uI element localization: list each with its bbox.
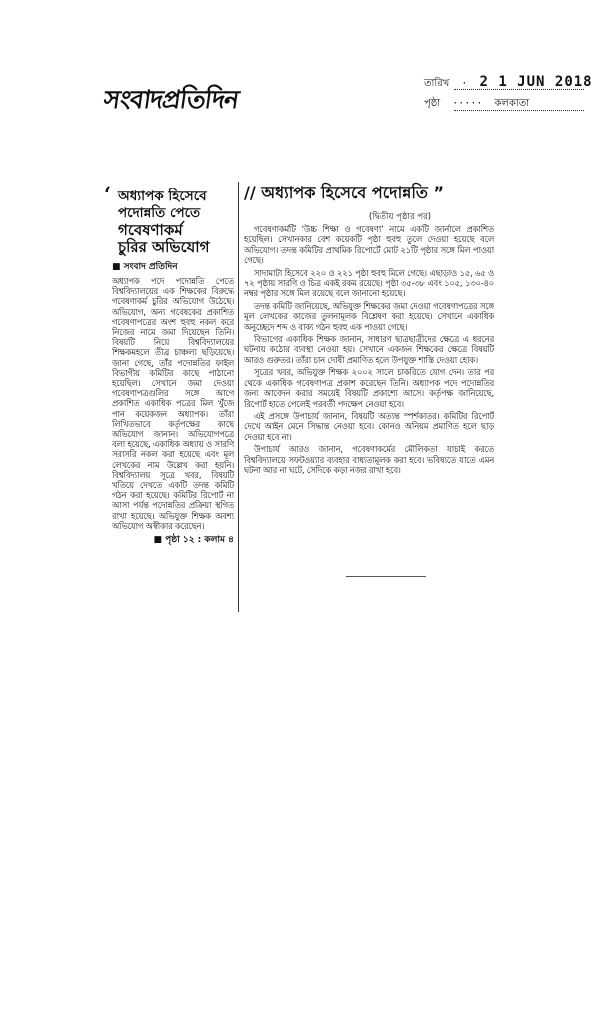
paragraph: বিভাগের একাধিক শিক্ষক জানান, সাধারণ ছাত্রছাত্রীদের ক্ষেত্রে এ ধরনের ঘটনায় কঠোর ব্যবস্থা নেওয়া হয়। সেখানে একজন শিক্ষকের ক্ষেত্রে বিষয়টি আরও গুরুতর। তাঁরা চান দোষী প্রমাণিত হলে উপযুক্ত শাস্তি দেওয়া হোক। <box>244 334 494 365</box>
stamp-page-row: পৃষ্ঠা ····· কলকাতা <box>424 98 530 109</box>
right-headline-text: অধ্যাপক হিসেবে পদোন্নতি <box>261 183 428 202</box>
article-end-rule <box>346 576 426 577</box>
paragraph: এই প্রসঙ্গে উপাচার্য জানান, বিষয়টি অত্যন্ত স্পর্শকাতর। কমিটির রিপোর্ট দেখে আইন মেনে সিদ্ধান্ত নেওয়া হবে। কোনও অনিয়ম প্রমাণিত হলে ছাড় দেওয়া হবে না। <box>244 410 494 442</box>
left-article-body: অধ্যাপক পদে পদোন্নতি পেতে বিশ্ববিদ্যালয়ের এক শিক্ষকের বিরুদ্ধে গবেষণাকর্ম চুরির অভিযোগ উঠেছে। অভিযোগ, অন্য গবেষকের প্রকাশিত গবেষণাপত্রের অংশ হুবহু নকল করে নিজের নামে জমা দিয়েছেন তিনি। বিষয়টি নিয়ে বিশ্ববিদ্যালয়ের শিক্ষকমহলে তীব্র চাঞ্চল্য ছড়িয়েছে। জানা গেছে, তাঁর পদোন্নতির ফাইল বিভাগীয় কমিটির কাছে পাঠানো হয়েছিল। সেখানে জমা দেওয়া গবেষণাপত্রগুলির সঙ্গে আগে প্রকাশিত একাধিক পত্রের মিল খুঁজে পান কয়েকজন অধ্যাপক। তাঁরা লিখিতভাবে কর্তৃপক্ষের কাছে অভিযোগ জানান। অভিযোগপত্রে বলা হয়েছে, একাধিক অধ্যায় ও সারণি সরাসরি নকল করা হয়েছে এবং মূল লেখকের নাম উল্লেখ করা হয়নি। বিশ্ববিদ্যালয় সূত্রে খবর, বিষয়টি খতিয়ে দেখতে একটি তদন্ত কমিটি গঠন করা হয়েছে। কমিটির রিপোর্ট না আসা পর্যন্ত পদোন্নতির প্রক্রিয়া স্থগিত রাখা হয়েছে। অভিযুক্ত শিক্ষক অবশ্য অভিযোগ অস্বীকার করেছেন। <box>112 276 234 531</box>
stamp-date-label: তারিখ <box>424 78 450 89</box>
newspaper-masthead: সংবাদপ্রতিদিন <box>101 85 241 114</box>
left-quote-mark: ‘ <box>104 182 111 206</box>
right-headline <box>244 180 490 208</box>
clipping-date-stamp <box>420 72 593 116</box>
continued-reference: ■ পৃষ্ঠা ১২ : কলাম ৪ <box>153 535 234 546</box>
paragraph: গবেষণাকর্মটি ‘উচ্চ শিক্ষা ও গবেষণা’ নামে একটি জার্নালে প্রকাশিত হয়েছিল। সেখানকার বেশ কয়েকটি পৃষ্ঠা হুবহু তুলে দেওয়া হয়েছে বলে অভিযোগ। তদন্ত কমিটির প্রাথমিক রিপোর্টে মোট ২১টি পৃষ্ঠার সঙ্গে মিল পাওয়া গেছে। <box>244 224 494 266</box>
stamp-page-underline <box>454 110 584 112</box>
stamp-page-place: কলকাতা <box>494 98 530 109</box>
right-quote-close: ” <box>427 183 445 202</box>
right-quote-open: // <box>244 183 262 202</box>
left-headline-line4: চুরির অভিযোগ <box>118 238 210 256</box>
left-headline-line2: পদোন্নতি পেতে <box>118 205 201 221</box>
left-article <box>112 188 234 628</box>
paragraph: উপাচার্য আরও জানান, গবেষণাকর্মের মৌলিকতা যাচাই করতে বিশ্ববিদ্যালয়ে সফটওয়্যার ব্যবহার বাধ্যতামূলক করা হবে। ভবিষ্যতে যাতে এমন ঘটনা আর না ঘটে, সেদিকে কড়া নজর রাখা হবে। <box>244 444 494 475</box>
column-divider <box>238 182 239 612</box>
paragraph: সূত্রের খবর, অভিযুক্ত শিক্ষক ২০০২ সালে চাকরিতে যোগ দেন। তার পর থেকে একাধিক গবেষণাপত্র প্রকাশ করেছেন তিনি। অধ্যাপক পদে পদোন্নতির জন্য আবেদন করার সময়েই বিষয়টি প্রকাশ্যে আসে। কর্তৃপক্ষ জানিয়েছে, রিপোর্ট হাতে পেলেই পরবর্তী পদক্ষেপ নেওয়া হবে। <box>244 367 494 409</box>
left-headline-line3: গবেষণাকর্ম <box>118 221 183 239</box>
left-headline-line1: অধ্যাপক হিসেবে <box>118 188 207 204</box>
stamp-date-row: তারিখ · 2 1 JUN 2018 <box>424 74 593 90</box>
stamp-page-label: পৃষ্ঠা <box>424 98 441 109</box>
left-headline <box>118 188 234 256</box>
continued-from-label: (দ্বিতীয় পৃষ্ঠার পর) <box>368 212 432 222</box>
stamp-date-underline <box>454 89 584 91</box>
right-article-body <box>244 224 494 576</box>
paragraph: সাদামাটা হিসেবে ২২০ ও ২২১ পৃষ্ঠা হুবহু মিলে গেছে। এছাড়াও ১৫, ৬৫ ও ৭২ পৃষ্ঠায় সারণি ও চিত্র একই রকম রয়েছে। পৃষ্ঠা ৩৫-৩৮ এবং ১০৫, ১৩০-৪০ নম্বর পৃষ্ঠার সঙ্গে মিল রয়েছে বলে জানানো হয়েছে। <box>244 267 494 299</box>
paragraph: তদন্ত কমিটি জানিয়েছে, অভিযুক্ত শিক্ষকের জমা দেওয়া গবেষণাপত্রের সঙ্গে মূল লেখকের কাজের তুলনামূলক বিশ্লেষণ করা হয়েছে। সেখানে একাধিক অনুচ্ছেদে শব্দ ও বাক্য গঠন হুবহু এক পাওয়া গেছে। <box>244 300 494 332</box>
stamp-date-value: 2 1 JUN 2018 <box>479 74 593 90</box>
byline: ■ সংবাদ প্রতিদিন <box>112 262 178 272</box>
